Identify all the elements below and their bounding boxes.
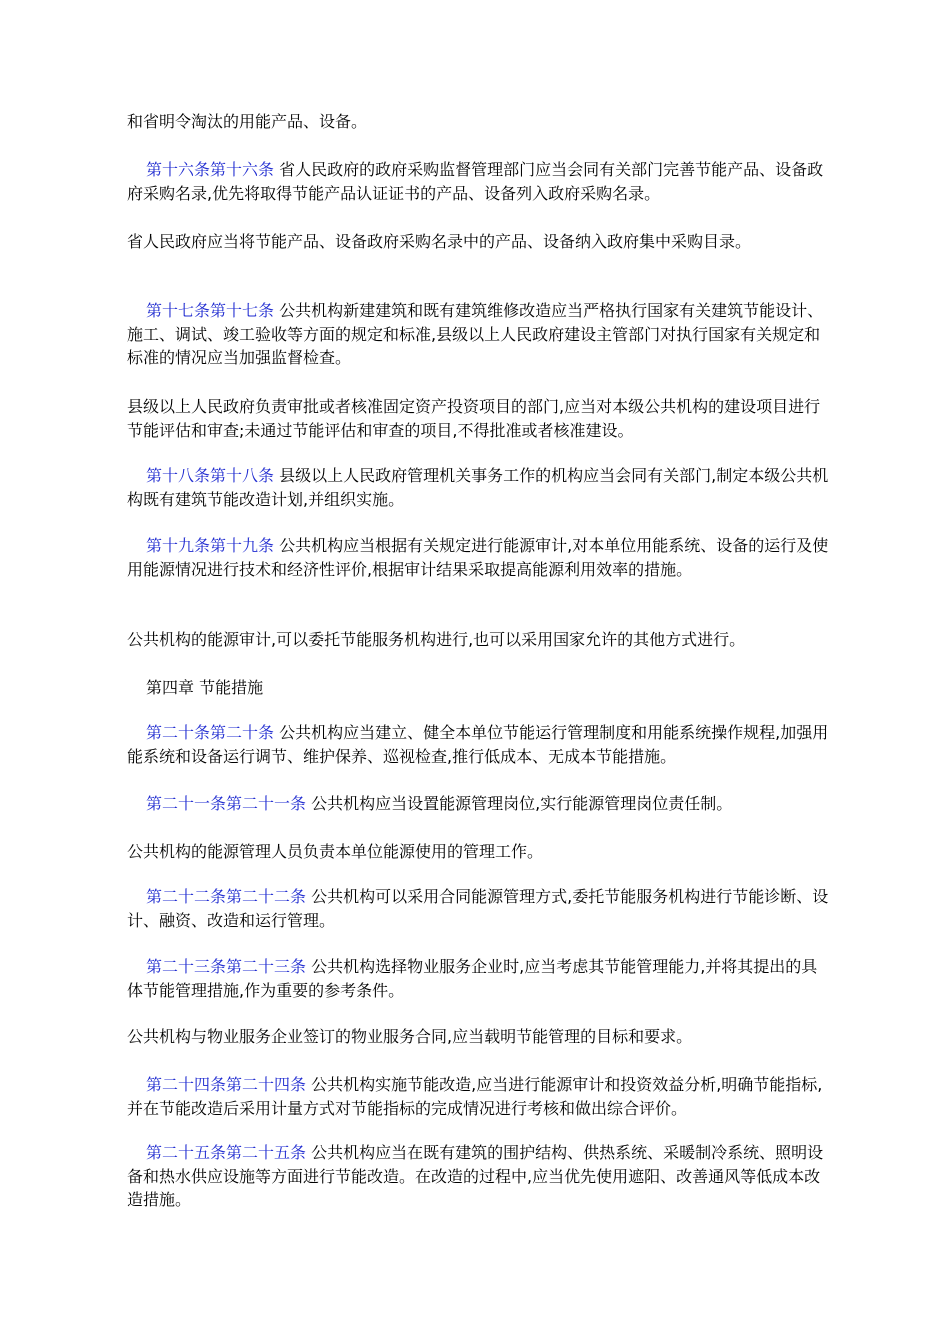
- article-21: [127, 792, 833, 816]
- article-25: [127, 1141, 833, 1212]
- paragraph-text: 省人民政府应当将节能产品、设备政府采购名录中的产品、设备纳入政府集中采购目录。: [127, 232, 752, 251]
- paragraph-project-approval: [127, 395, 833, 442]
- article-23: [127, 955, 833, 1002]
- article-18-ref[interactable]: 第十八条第十八条: [146, 466, 275, 485]
- paragraph-text: 公共机构的能源审计,可以委托节能服务机构进行,也可以采用国家允许的其他方式进行。: [127, 630, 746, 649]
- article-19: [127, 534, 833, 581]
- chapter-title: 第四章 节能措施: [146, 678, 264, 697]
- article-16-ref[interactable]: 第十六条第十六条: [146, 160, 275, 179]
- article-19-text: 公共机构应当根据有关规定进行能源审计,对本单位用能系统、设备的运行及使用能源情况进行技术和经济性评价,根据审计结果采取提高能源利用效率的措施。: [127, 536, 829, 579]
- article-17-ref[interactable]: 第十七条第十七条: [146, 301, 275, 320]
- article-24: [127, 1073, 833, 1120]
- article-22-text: 公共机构可以采用合同能源管理方式,委托节能服务机构进行节能诊断、设计、融资、改造和运行管理。: [127, 887, 829, 930]
- paragraph-text: 公共机构与物业服务企业签订的物业服务合同,应当载明节能管理的目标和要求。: [127, 1027, 693, 1046]
- article-25-ref[interactable]: 第二十五条第二十五条: [146, 1143, 307, 1162]
- paragraph-energy-audit: [127, 628, 833, 652]
- article-17-text: 公共机构新建建筑和既有建筑维修改造应当严格执行国家有关建筑节能设计、施工、调试、竣工验收等方面的规定和标准,县级以上人民政府建设主管部门对执行国家有关规定和标准的情况应当加强监督检查。: [127, 301, 824, 367]
- article-22: [127, 885, 833, 932]
- article-17: [127, 299, 833, 370]
- paragraph-text: 县级以上人民政府负责审批或者核准固定资产投资项目的部门,应当对本级公共机构的建设项目进行节能评估和审查;未通过节能评估和审查的项目,不得批准或者核准建设。: [127, 397, 821, 440]
- article-20: [127, 721, 833, 768]
- article-16-text: 省人民政府的政府采购监督管理部门应当会同有关部门完善节能产品、设备政府采购名录,优先将取得节能产品认证证书的产品、设备列入政府采购名录。: [127, 160, 824, 203]
- paragraph-procurement-catalog: [127, 230, 833, 254]
- article-22-ref[interactable]: 第二十二条第二十二条: [146, 887, 307, 906]
- article-24-text: 公共机构实施节能改造,应当进行能源审计和投资效益分析,明确节能指标,并在节能改造后采用计量方式对节能指标的完成情况进行考核和做出综合评价。: [127, 1075, 823, 1118]
- article-19-ref[interactable]: 第十九条第十九条: [146, 536, 275, 555]
- paragraph-text: 公共机构的能源管理人员负责本单位能源使用的管理工作。: [127, 842, 544, 861]
- article-21-ref[interactable]: 第二十一条第二十一条: [146, 794, 307, 813]
- article-18: [127, 464, 833, 511]
- paragraph-energy-manager: [127, 840, 833, 864]
- paragraph-property-contract: [127, 1025, 833, 1049]
- article-23-text: 公共机构选择物业服务企业时,应当考虑其节能管理能力,并将其提出的具体节能管理措施,作为重要的参考条件。: [127, 957, 818, 1000]
- article-16: [127, 158, 833, 205]
- paragraph-continuation: [127, 110, 833, 134]
- article-20-ref[interactable]: 第二十条第二十条: [146, 723, 275, 742]
- paragraph-text: 和省明令淘汰的用能产品、设备。: [127, 112, 368, 131]
- article-20-text: 公共机构应当建立、健全本单位节能运行管理制度和用能系统操作规程,加强用能系统和设备运行调节、维护保养、巡视检查,推行低成本、无成本节能措施。: [127, 723, 829, 766]
- chapter-heading: [146, 676, 852, 700]
- article-24-ref[interactable]: 第二十四条第二十四条: [146, 1075, 307, 1094]
- article-23-ref[interactable]: 第二十三条第二十三条: [146, 957, 307, 976]
- article-18-text: 县级以上人民政府管理机关事务工作的机构应当会同有关部门,制定本级公共机构既有建筑节能改造计划,并组织实施。: [127, 466, 829, 509]
- article-21-text: 公共机构应当设置能源管理岗位,实行能源管理岗位责任制。: [306, 794, 733, 813]
- article-25-text: 公共机构应当在既有建筑的围护结构、供热系统、采暖制冷系统、照明设备和热水供应设施等方面进行节能改造。在改造的过程中,应当优先使用遮阳、改善通风等低成本改造措施。: [127, 1143, 824, 1209]
